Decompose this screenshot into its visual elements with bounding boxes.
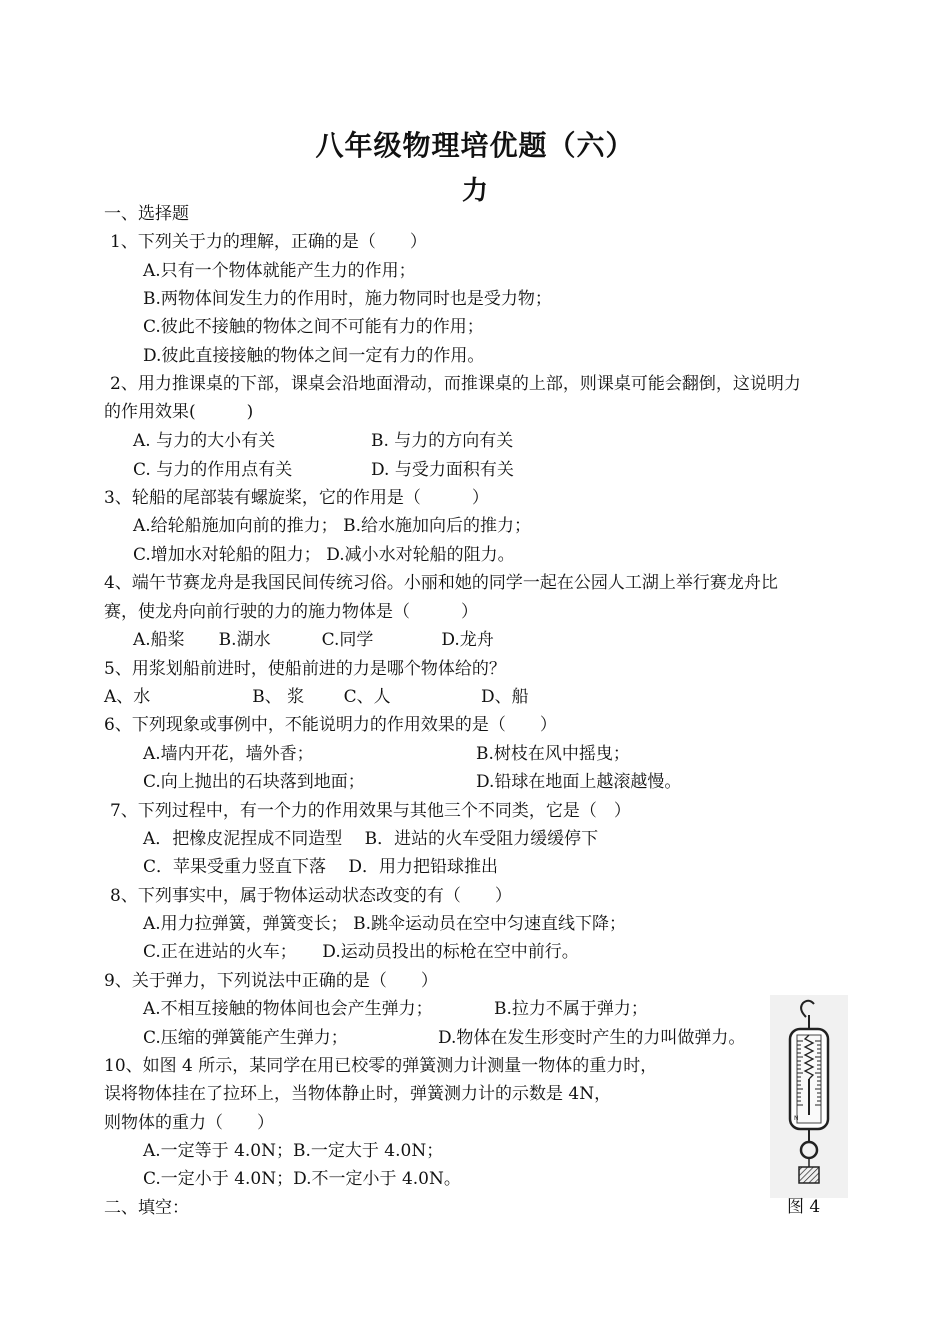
question-10-options-ab: A.一定等于 4.0N；B.一定大于 4.0N； — [143, 1141, 444, 1161]
page-subtitle: 力 — [461, 176, 488, 206]
question-4-stem-line2: 赛，使龙舟向前行驶的力的施力物体是（ ） — [104, 602, 478, 622]
question-3-options-cd: C.增加水对轮船的阻力； D.减小水对轮船的阻力。 — [133, 545, 515, 565]
question-10-stem-line1: 10、如图 4 所示，某同学在用已校零的弹簧测力计测量一物体的重力时， — [104, 1056, 658, 1076]
question-8-options-cd: C.正在进站的火车； D.运动员投出的标枪在空中前行。 — [143, 942, 579, 962]
question-1-option-c: C.彼此不接触的物体之间不可能有力的作用； — [143, 317, 484, 337]
question-9-option-b: B.拉力不属于弹力； — [494, 999, 648, 1019]
spring-scale-figure — [770, 995, 848, 1198]
question-3-stem: 3、轮船的尾部装有螺旋桨，它的作用是（ ） — [104, 488, 489, 508]
question-2-option-a: A. 与力的大小有关 — [133, 431, 276, 451]
figure-caption: 图 4 — [787, 1197, 821, 1217]
question-4-options: A.船桨 B.湖水 C.同学 D.龙舟 — [133, 630, 494, 650]
question-2-stem-line1: 2、用力推课桌的下部，课桌会沿地面滑动，而推课桌的上部，则课桌可能会翻倒，这说明力 — [110, 374, 801, 394]
question-2-option-d: D. 与受力面积有关 — [371, 460, 514, 480]
question-3-options-ab: A.给轮船施加向前的推力； B.给水施加向后的推力； — [133, 516, 531, 536]
question-2-option-c: C. 与力的作用点有关 — [133, 460, 293, 480]
question-1-stem: 1、下列关于力的理解，正确的是（ ） — [110, 232, 427, 252]
question-6-stem: 6、下列现象或事例中，不能说明力的作用效果的是（ ） — [104, 715, 557, 735]
question-5-stem: 5、用浆划船前进时，使船前进的力是哪个物体给的？ — [104, 659, 506, 679]
question-4-stem-line1: 4、端午节赛龙舟是我国民间传统习俗。小丽和她的同学一起在公园人工湖上举行赛龙舟比 — [104, 573, 778, 593]
question-6-option-a: A.墙内开花，墙外香； — [143, 744, 314, 764]
question-2-option-b: B. 与力的方向有关 — [371, 431, 514, 451]
question-10-options-cd: C.一定小于 4.0N；D.不一定小于 4.0N。 — [143, 1169, 461, 1189]
question-8-options-ab: A.用力拉弹簧，弹簧变长； B.跳伞运动员在空中匀速直线下降； — [143, 914, 626, 934]
question-1-option-d: D.彼此直接接触的物体之间一定有力的作用。 — [143, 346, 485, 366]
spring-scale-icon — [770, 995, 848, 1198]
question-10-stem-line3: 则物体的重力（ ） — [104, 1113, 274, 1133]
question-2-stem-line2: 的作用效果( ) — [104, 402, 254, 422]
question-6-option-d: D.铅球在地面上越滚越慢。 — [476, 772, 682, 792]
section-heading-fill: 二、填空： — [104, 1198, 189, 1218]
question-5-options: A、水 B、 浆 C、人 D、船 — [104, 687, 529, 707]
question-6-option-b: B.树枝在风中摇曳； — [476, 744, 630, 764]
question-9-stem: 9、关于弹力，下列说法中正确的是（ ） — [104, 971, 438, 991]
question-9-option-a: A.不相互接触的物体间也会产生弹力； — [143, 999, 433, 1019]
question-7-options-ab: A．把橡皮泥捏成不同造型 B．进站的火车受阻力缓缓停下 — [143, 829, 599, 849]
question-7-stem: 7、下列过程中，有一个力的作用效果与其他三个不同类，它是（ ） — [110, 801, 631, 821]
question-9-option-c: C.压缩的弹簧能产生弹力； — [143, 1028, 348, 1048]
section-heading-choice: 一、选择题 — [104, 204, 189, 224]
page-title: 八年级物理培优题（六） — [315, 129, 635, 162]
question-8-stem: 8、下列事实中，属于物体运动状态改变的有（ ） — [110, 886, 512, 906]
question-1-option-a: A.只有一个物体就能产生力的作用； — [143, 261, 416, 281]
question-9-option-d: D.物体在发生形变时产生的力叫做弹力。 — [438, 1028, 746, 1048]
question-7-options-cd: C．苹果受重力竖直下落 D．用力把铅球推出 — [143, 857, 499, 877]
question-1-option-b: B.两物体间发生力的作用时，施力物同时也是受力物； — [143, 289, 552, 309]
question-10-stem-line2: 误将物体挂在了拉环上，当物体静止时，弹簧测力计的示数是 4N， — [104, 1084, 612, 1104]
unit-label: N — [794, 1115, 799, 1122]
question-6-option-c: C.向上抛出的石块落到地面； — [143, 772, 365, 792]
